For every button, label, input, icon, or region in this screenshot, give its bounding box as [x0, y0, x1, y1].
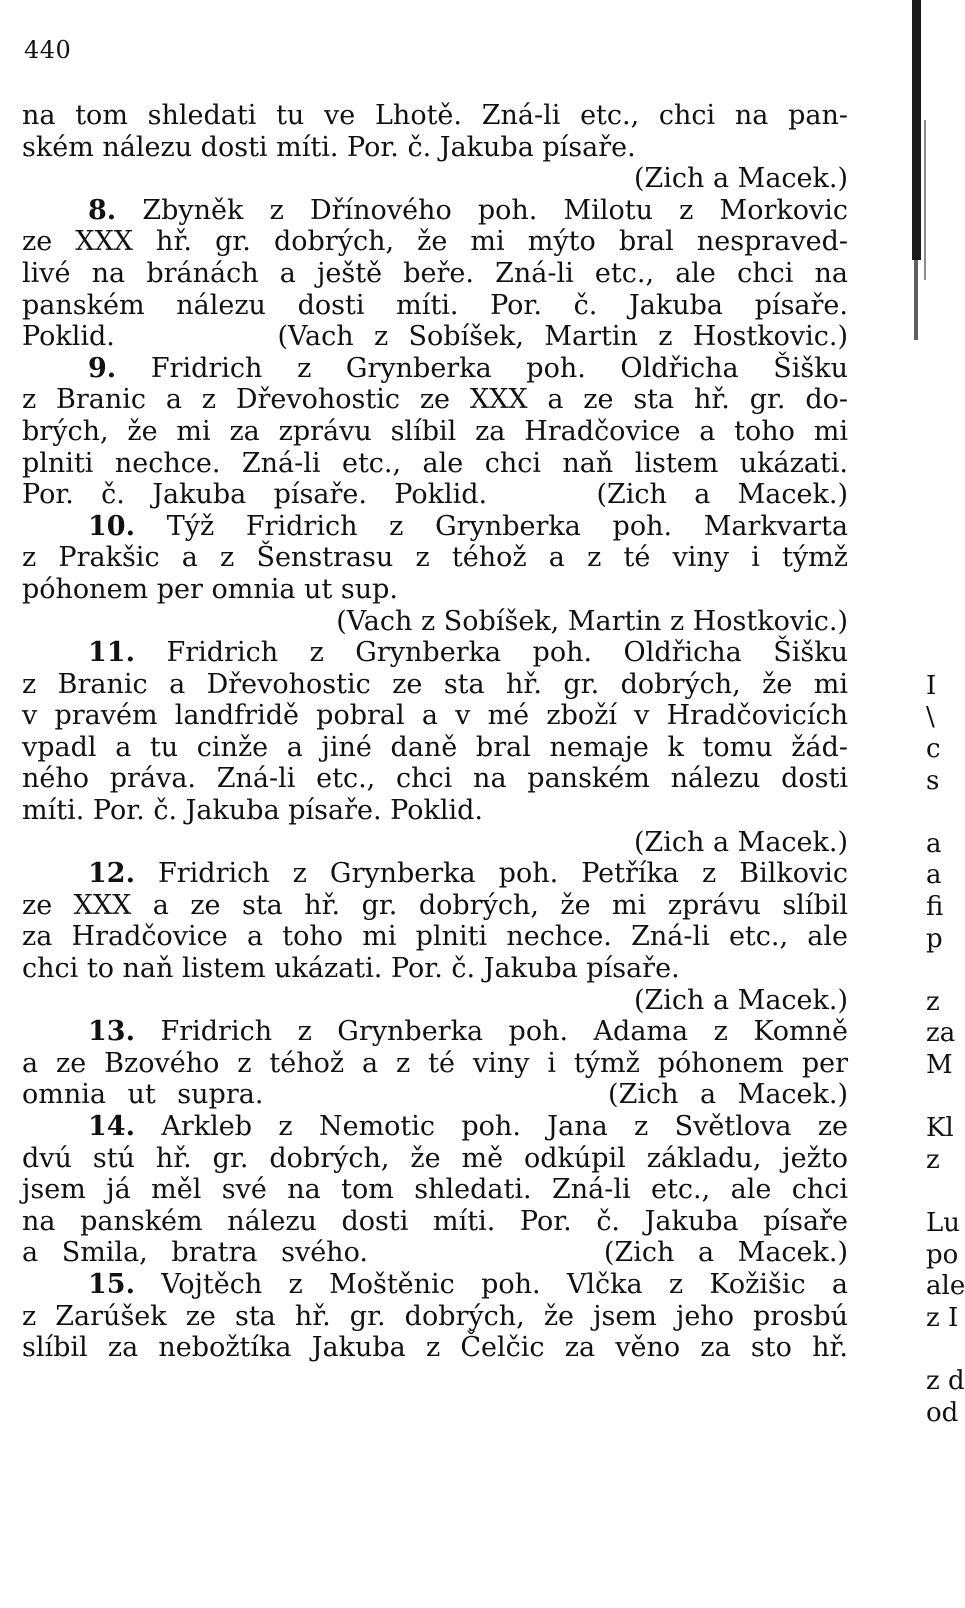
line-text: Fridrich z Grynberka poh. Oldřicha Šišku [150, 352, 848, 384]
line-text: z Branic a z Dřevohostic ze XXX a ze sta hř. gr. do- [22, 384, 848, 416]
line-text: (Vach z Sobíšek, Martin z Hostkovic.) [336, 605, 848, 637]
line-text: Poklid. (Vach z Sobíšek, Martin z Hostkovic.) [22, 321, 848, 353]
text-line [22, 985, 848, 1017]
line-text: dvú stú hř. gr. dobrých, že mě odkúpil základu, ježto [22, 1142, 848, 1174]
line-text: Arkleb z Nemotic poh. Jana z Světlova ze [161, 1111, 849, 1142]
facing-page-fragment: z [926, 1144, 940, 1175]
facing-page-fragment: I [926, 670, 937, 701]
line-text: a ze Bzového z téhož a z té viny i týmž póhonem per [22, 1047, 848, 1079]
facing-page-fragment: z [926, 986, 940, 1017]
line-text: ze XXX a ze sta hř. gr. dobrých, že mi zprávu slíbil [22, 889, 848, 921]
line-text: z Branic a Dřevohostic ze sta hř. gr. dobrých, že mi [22, 668, 848, 700]
entry-first-line [22, 1269, 848, 1301]
text-line [22, 1301, 848, 1333]
text-line [22, 1332, 848, 1364]
text-line [22, 1174, 848, 1206]
line-text: plniti nechce. Zná-li etc., ale chci naň listem ukázati. [22, 447, 848, 479]
text-line [22, 163, 848, 195]
text-line [22, 1237, 848, 1269]
entry-first-line [22, 1111, 848, 1143]
text-line [22, 258, 848, 290]
line-text: míti. Por. č. Jakuba písaře. Poklid. [22, 795, 483, 827]
line-text: omnia ut supra. (Zich a Macek.) [22, 1079, 848, 1111]
facing-page-fragment: c [926, 734, 941, 764]
entry-first-line [22, 353, 848, 385]
line-text: (Zich a Macek.) [633, 163, 848, 195]
facing-page-fragment: fi [926, 892, 944, 922]
line-text: ském nálezu dosti míti. Por. č. Jakuba písaře. [22, 131, 636, 163]
entry-number: 9. [88, 352, 117, 384]
line-text: a Smila, bratra svého. (Zich a Macek.) [22, 1237, 848, 1269]
text-line [22, 1079, 848, 1111]
line-text: Fridrich z Grynberka poh. Petříka z Bilkovic [158, 858, 848, 890]
line-text: ného práva. Zná-li etc., chci na panském nálezu dosti [22, 763, 848, 795]
line-text: Fridrich z Grynberka poh. Oldřicha Šišku [166, 637, 848, 669]
text-line [22, 953, 848, 985]
text-line [22, 448, 848, 480]
line-text: (Zich a Macek.) [633, 826, 848, 858]
text-line [22, 606, 848, 638]
facing-page-fragment: ale [926, 1271, 965, 1302]
line-text: chci to naň listem ukázati. Por. č. Jakuba písaře. [22, 953, 680, 985]
facing-page-fragment: Lu [926, 1208, 961, 1238]
line-text: brých, že mi za zprávu slíbil za Hradčovice a toho mi [22, 415, 848, 447]
text-line [22, 795, 848, 827]
entry-number: 8. [88, 194, 117, 226]
line-text: panském nálezu dosti míti. Por. č. Jakuba písaře. [22, 289, 848, 321]
text-line [22, 384, 848, 416]
facing-page-fragment: a [926, 828, 942, 859]
text-line [22, 700, 848, 732]
text-line [22, 542, 848, 574]
text-line [22, 921, 848, 953]
text-line [22, 827, 848, 859]
text-line [22, 321, 848, 353]
entry-first-line [22, 511, 848, 543]
facing-page-fragment: od [926, 1397, 959, 1428]
text-line [22, 290, 848, 322]
line-text: slíbil za nebožtíka Jakuba z Čelčic za věno za sto hř. [22, 1332, 848, 1364]
entry-number: 11. [88, 637, 135, 669]
facing-page-fragment: Kl [926, 1113, 954, 1144]
text-line [22, 100, 848, 132]
entry-number: 13. [88, 1016, 135, 1048]
text-line [22, 416, 848, 448]
facing-page-fragment: po [926, 1239, 959, 1270]
text-line [22, 890, 848, 922]
entry-number: 10. [88, 510, 135, 542]
line-text: na panském nálezu dosti míti. Por. č. Jakuba písaře [22, 1205, 848, 1237]
text-line [22, 132, 848, 164]
binding-shadow [912, 0, 921, 260]
entry-first-line [22, 195, 848, 227]
line-text: z Prakšic a z Šenstrasu z téhož a z té viny i týmž [22, 542, 848, 574]
entry-number: 15. [88, 1268, 135, 1300]
facing-page-fragment: M [926, 1050, 953, 1080]
line-text: livé na bránách a ještě beře. Zná-li etc., ale chci na [22, 257, 848, 289]
entry-first-line [22, 1016, 848, 1048]
entry-first-line [22, 858, 848, 890]
line-text: z Zarúšek ze sta hř. gr. dobrých, že jsem jeho prosbú [22, 1300, 848, 1332]
line-text: Fridrich z Grynberka poh. Adama z Komně [160, 1016, 848, 1048]
facing-page-fragment: za [926, 1018, 956, 1049]
text-line [22, 574, 848, 606]
line-text: v pravém landfridě pobral a v mé zboží v Hradčovicích [22, 700, 848, 732]
line-text: póhonem per omnia ut sup. [22, 573, 398, 605]
entry-first-line [22, 637, 848, 669]
line-text: za Hradčovice a toho mi plniti nechce. Zná-li etc., ale [22, 921, 848, 953]
line-text: Por. č. Jakuba písaře. Poklid. (Zich a Macek.) [22, 479, 848, 511]
text-line [22, 669, 848, 701]
text-line [22, 1048, 848, 1080]
line-text: jsem já měl své na tom shledati. Zná-li etc., ale chci [22, 1174, 848, 1206]
text-line [22, 226, 848, 258]
binding-shadow [924, 120, 926, 280]
entry-number: 12. [88, 858, 135, 890]
facing-page-fragment: a [926, 860, 942, 891]
text-line [22, 1206, 848, 1238]
facing-page-fragment: z I [926, 1302, 959, 1333]
line-text: (Zich a Macek.) [633, 984, 848, 1016]
line-text: Vojtěch z Moštěnic poh. Vlčka z Kožišic a [161, 1268, 848, 1300]
text-line [22, 479, 848, 511]
line-text: Zbyněk z Dřínového poh. Milotu z Morkovic [142, 194, 848, 226]
line-text: na tom shledati tu ve Lhotě. Zná-li etc., chci na pan- [22, 100, 848, 131]
facing-page-fragment: z d [926, 1366, 965, 1396]
facing-page-fragment: s [926, 765, 940, 796]
entry-number: 14. [88, 1111, 135, 1142]
text-line [22, 763, 848, 795]
line-text: vpadl a tu cinže a jiné daně bral nemaje k tomu žád- [22, 731, 848, 763]
text-line [22, 732, 848, 764]
page-number: 440 [24, 36, 72, 64]
line-text: Týž Fridrich z Grynberka poh. Markvarta [166, 510, 848, 542]
facing-page-fragment: p [926, 923, 943, 954]
text-column [22, 100, 848, 1364]
facing-page-fragment: \ [926, 702, 935, 733]
binding-shadow [914, 260, 918, 340]
scanned-page-edge [902, 0, 965, 1608]
text-line [22, 1143, 848, 1175]
line-text: ze XXX hř. gr. dobrých, že mi mýto bral nespraved- [22, 226, 848, 258]
